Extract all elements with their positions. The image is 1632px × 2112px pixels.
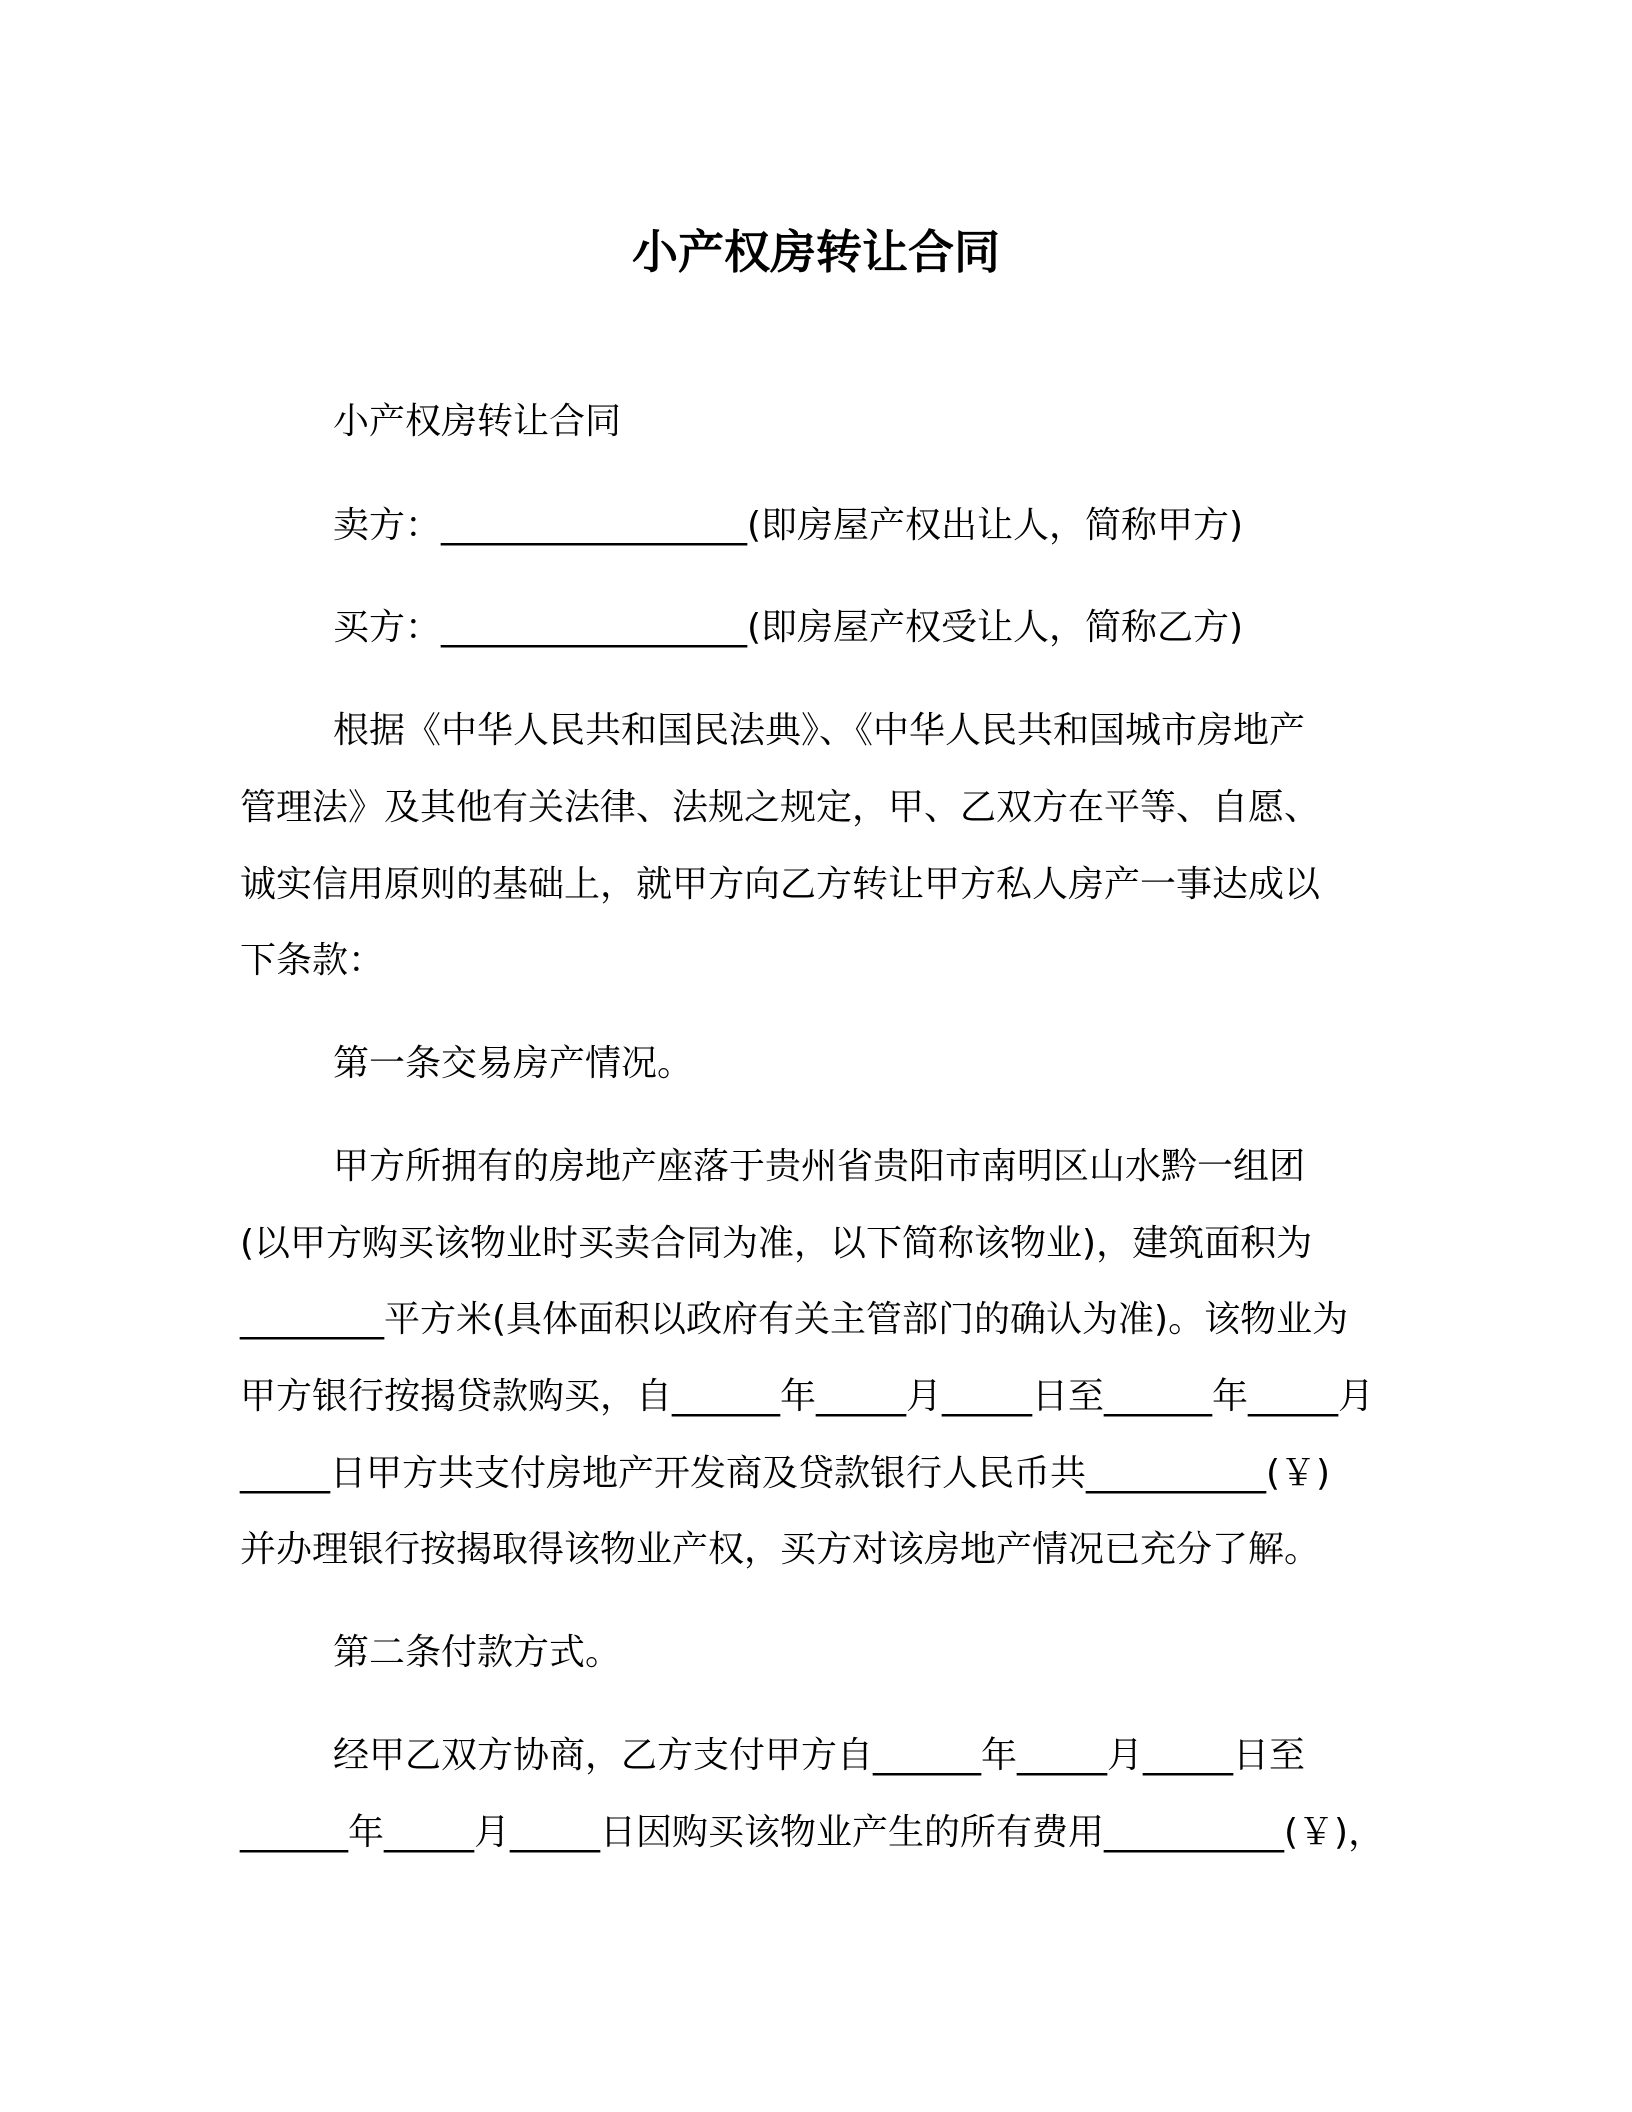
- article-1-line-3: ________平方米(具体面积以政府有关主管部门的确认为准)。该物业为: [240, 1299, 1349, 1340]
- article-2-line-1: 经甲乙双方协商，乙方支付甲方自______年_____月_____日至: [333, 1735, 1306, 1776]
- article-1-line-5: _____日甲方共支付房地产开发商及贷款银行人民币共__________(￥): [240, 1453, 1331, 1494]
- article-1-line-1: 甲方所拥有的房地产座落于贵州省贵阳市南明区山水黔一组团: [333, 1146, 1306, 1187]
- preamble-line-4: 下条款：: [240, 940, 385, 981]
- preamble-line-3: 诚实信用原则的基础上，就甲方向乙方转让甲方私人房产一事达成以: [240, 864, 1321, 905]
- article-1-line-2: (以甲方购买该物业时买卖合同为准，以下简称该物业)，建筑面积为: [240, 1223, 1313, 1264]
- seller-line: 卖方：_________________(即房屋产权出让人，简称甲方): [333, 505, 1244, 546]
- article-2-heading: 第二条付款方式。: [333, 1632, 622, 1673]
- preamble-line-1: 根据《中华人民共和国民法典》、《中华人民共和国城市房地产: [333, 710, 1306, 751]
- buyer-line: 买方：_________________(即房屋产权受让人，简称乙方): [333, 607, 1244, 648]
- article-1-line-4: 甲方银行按揭贷款购买，自______年_____月_____日至______年_____月: [240, 1376, 1375, 1417]
- article-1-heading: 第一条交易房产情况。: [333, 1043, 694, 1084]
- subtitle-line: 小产权房转让合同: [333, 401, 622, 442]
- article-2-line-2: ______年_____月_____日因购买该物业产生的所有费用__________(￥)，: [240, 1812, 1385, 1853]
- article-1-line-6: 并办理银行按揭取得该物业产权，买方对该房地产情况已充分了解。: [240, 1529, 1321, 1570]
- preamble-line-2: 管理法》及其他有关法律、法规之规定，甲、乙双方在平等、自愿、: [240, 787, 1321, 828]
- document-title: 小产权房转让合同: [632, 225, 1000, 279]
